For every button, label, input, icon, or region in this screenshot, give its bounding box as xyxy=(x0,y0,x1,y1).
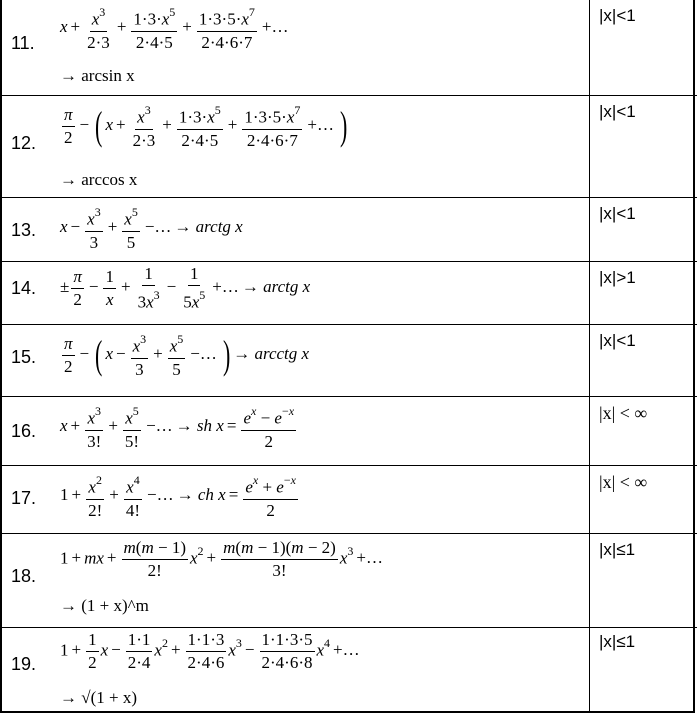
table-row xyxy=(2,397,697,465)
row-number: 14. xyxy=(11,278,37,298)
convergence-condition: |x|<1 xyxy=(599,331,636,350)
table-row xyxy=(2,198,697,261)
table-row xyxy=(2,96,697,197)
row-number: 13. xyxy=(11,220,37,240)
series-result: → arcsin x xyxy=(60,66,135,85)
table-row xyxy=(2,628,697,713)
series-result: → √(1 + x) xyxy=(60,688,137,707)
table-row xyxy=(2,325,697,396)
row-number: 11. xyxy=(11,33,35,53)
table-row xyxy=(2,466,697,533)
convergence-condition: |x|<1 xyxy=(599,6,636,25)
row-number: 19. xyxy=(11,654,37,674)
convergence-condition: |x|<1 xyxy=(599,102,636,121)
series-result: → arctg x xyxy=(241,277,311,297)
table-row xyxy=(2,0,697,95)
table-row xyxy=(2,262,697,324)
series-result: → arctg x xyxy=(174,217,243,237)
series-formula: $\frac{\pi}{2}$ − ( x + $\frac{x^3}{2\cdot 3}$ + $\frac{1\cdot 3\cdot x^5}{2\cdot 4\cdot 5}$ + $\frac{1\cdot 3\cdot 5\cdot x^7}{2\cdot 4\cdot 6\cdot 7}$ +… ) xyxy=(64,103,348,150)
series-result: → arcctg x xyxy=(233,344,310,364)
convergence-condition: |x|>1 xyxy=(599,268,636,287)
series-formula: x + $\frac{x^3}{3!}$ + $\frac{x^5}{5!}$ −… → sh x = $\frac{e^x - e^{-x}}{2}$ xyxy=(60,404,295,451)
series-formula: 1 + mx + $\frac{m(m - 1)}{2!}$ $x^2$ + $\frac{m(m - 1)(m - 2)}{3!}$ $x^3$ +… xyxy=(60,538,383,580)
table-row xyxy=(2,534,697,627)
row-number: 12. xyxy=(11,133,37,153)
series-formula: x + $\frac{x^3}{2\cdot 3}$ + $\frac{1\cdot 3\cdot x^5}{2\cdot 4\cdot 5}$ + $\frac{1\cdot 3\cdot 5\cdot x^7}{2\cdot 4\cdot 6\cdot 7}$ +… xyxy=(60,5,289,52)
series-result: → (1 + x)^m xyxy=(60,596,149,615)
series-result: → ch x xyxy=(176,485,226,505)
convergence-condition: |x| < ∞ xyxy=(599,472,648,492)
series-formula: x − $\frac{x^3}{3}$ + $\frac{x^5}{5}$ −… → arctg x xyxy=(60,205,243,252)
row-number: 16. xyxy=(11,421,37,441)
row-number: 18. xyxy=(11,566,37,586)
series-formula: $\frac{\pi}{2}$ − ( x − $\frac{x^3}{3}$ + $\frac{x^5}{5}$ −… ) → arcctg x xyxy=(64,332,310,379)
series-formula: 1 + $\frac{x^2}{2!}$ + $\frac{x^4}{4!}$ −… → ch x = $\frac{e^x + e^{-x}}{2}$ xyxy=(60,473,296,520)
convergence-condition: |x|<1 xyxy=(599,204,636,223)
convergence-condition: |x|≤1 xyxy=(599,632,636,651)
series-result: → sh x xyxy=(175,416,224,436)
series-formula: ± $\frac{\pi}{2}$ − $\frac{1}{x}$ + $\frac{1}{3x^3}$ − $\frac{1}{5x^5}$ +… → arctg x xyxy=(60,264,311,312)
series-formula: 1 + $\frac{1}{2}$ x − $\frac{1\cdot 1}{2\cdot 4}$ $x^2$ + $\frac{1\cdot 1\cdot 3}{2\cdot 4\cdot 6}$ $x^3$ − $\frac{1\cdot 1\cdot 3\cdot 5}{2\cdot 4\cdot 6\cdot 8}$ $x^4$ +… xyxy=(60,630,360,672)
row-number: 17. xyxy=(11,488,37,508)
convergence-condition: |x| < ∞ xyxy=(599,403,648,423)
convergence-condition: |x|≤1 xyxy=(599,540,636,559)
series-result: → arccos x xyxy=(60,170,138,189)
row-number: 15. xyxy=(11,347,37,367)
